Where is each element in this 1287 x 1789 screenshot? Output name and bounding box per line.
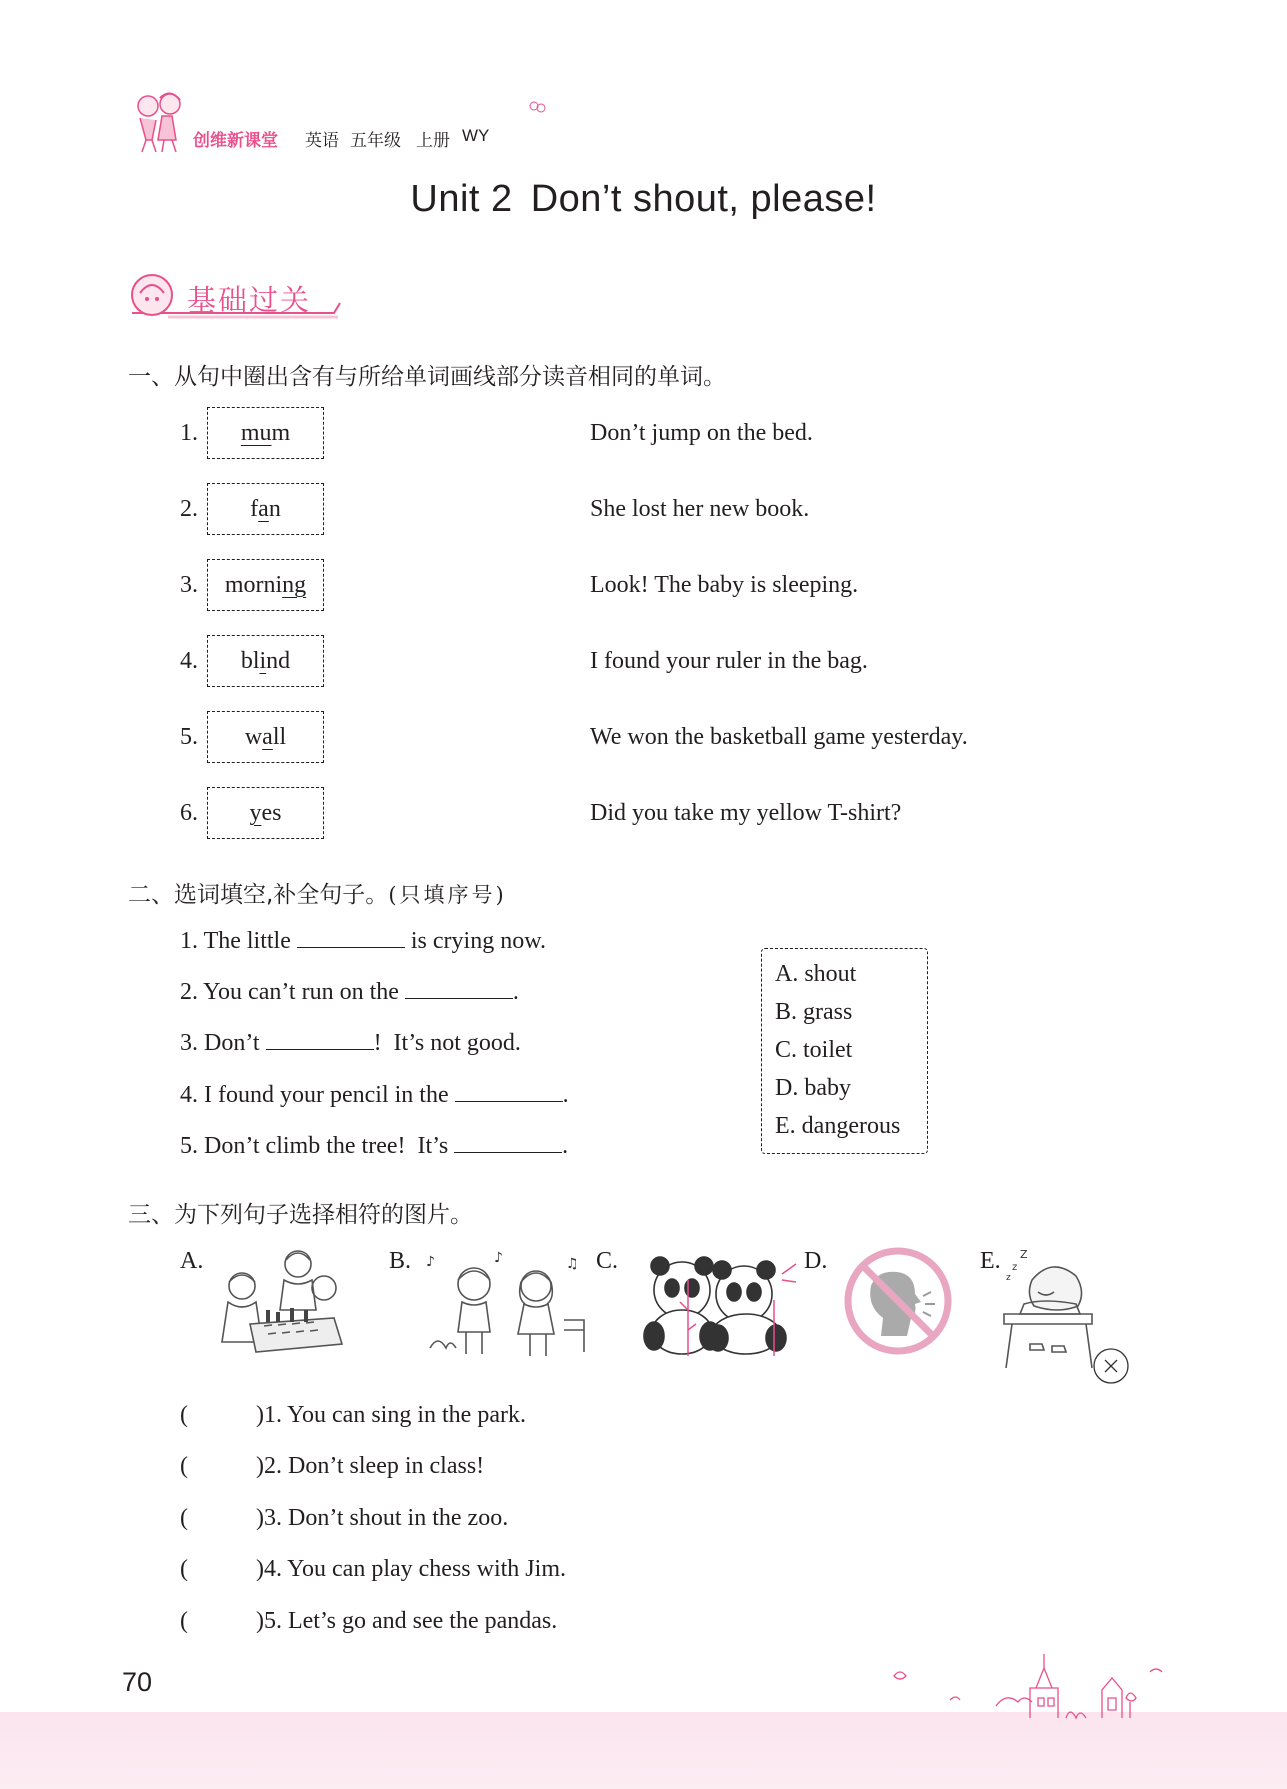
sentence-before-blank: 5. Don’t climb the tree! It’s [180,1133,455,1159]
picture-label-e: E. [980,1248,1001,1274]
item-sentence[interactable]: Don’t jump on the bed. [590,420,813,446]
word-part-pre: f [250,495,259,522]
word-box [207,407,324,459]
word-box [207,787,324,839]
header-grade: 五年级 [350,131,401,151]
match-sentence-text: )1. You can sing in the park. [256,1402,526,1428]
sentence-after-blank: is crying now. [404,928,546,954]
header-subject: 英语 [305,131,339,151]
word-box [207,483,324,535]
unit-number: Unit 2 [410,178,513,220]
match-sentence [180,1608,557,1635]
answer-blank[interactable] [454,1131,562,1153]
word-part-underlined: a [258,495,269,522]
word-option: E. dangerous [775,1113,901,1139]
sentence-after-blank: ! It’s not good. [373,1030,521,1056]
answer-paren-open[interactable]: ( [180,1402,188,1428]
footer-band [0,1712,1287,1789]
match-sentence [180,1556,566,1583]
picture-label-b: B. [389,1248,412,1274]
part2-heading-text: 二、选词填空,补全句子。 [128,882,389,908]
word-option: C. toilet [775,1037,853,1063]
match-sentence [180,1402,526,1429]
answer-blank[interactable] [455,1080,563,1102]
word-part-post: n [268,495,281,522]
fill-sentence [180,926,546,955]
sentence-after-blank: . [562,1133,569,1159]
word-part-underlined: i [259,647,267,674]
header-brand: 创维新课堂 [193,131,278,151]
word-part-pre: morni [224,571,283,598]
page-number: 70 [122,1667,153,1697]
word-part-underlined: a [262,723,273,750]
word-option: D. baby [775,1075,851,1101]
svg-text:z: z [1012,1262,1018,1273]
match-sentence [180,1453,484,1480]
match-sentence-text: )4. You can play chess with Jim. [256,1556,566,1582]
part2-heading-note: (只填序号) [388,883,507,907]
word-part-post: es [261,799,282,826]
item-number: 3. [180,572,198,598]
close-circle-icon [1091,1346,1131,1386]
item-number: 1. [180,420,198,446]
sentence-before-blank: 3. Don’t [180,1030,266,1056]
header-volume: 上册 [416,131,450,151]
answer-blank[interactable] [266,1028,374,1050]
word-part-underlined: y [249,799,262,826]
match-sentence-text: )3. Don’t shout in the zoo. [256,1505,509,1531]
part2-heading [128,876,507,909]
match-sentence-text: )5. Let’s go and see the pandas. [256,1608,558,1634]
picture-e-sleeping-girl [1002,1244,1098,1372]
fill-sentence [180,1028,521,1057]
fill-sentence [180,977,519,1006]
picture-a-chess-kids [214,1246,348,1366]
word-options-box [761,948,928,1154]
svg-text:♫: ♫ [566,1256,579,1272]
item-sentence[interactable]: I found your ruler in the bag. [590,648,868,674]
item-number: 2. [180,496,198,522]
unit-name: Don’t shout, please! [530,178,877,220]
picture-label-c: C. [596,1248,619,1274]
svg-text:♪: ♪ [494,1250,503,1266]
item-sentence[interactable]: Look! The baby is sleeping. [590,572,859,598]
unit-title [0,178,1287,221]
part1-heading: 一、从句中圈出含有与所给单词画线部分读音相同的单词。 [128,364,726,390]
word-part-underlined: mu [240,419,272,446]
sentence-before-blank: 4. I found your pencil in the [180,1082,455,1108]
answer-paren-open[interactable]: ( [180,1453,188,1479]
part3-heading: 三、为下列句子选择相符的图片。 [128,1202,473,1228]
picture-c-pandas [632,1250,798,1358]
word-option: A. shout [775,961,857,987]
answer-paren-open[interactable]: ( [180,1608,188,1634]
header-kids-illustration [128,88,190,156]
picture-label-a: A. [180,1248,204,1274]
svg-text:z: z [1006,1273,1011,1283]
answer-blank[interactable] [405,977,513,999]
word-box [207,711,324,763]
header-edition: WY [462,126,490,145]
answer-paren-open[interactable]: ( [180,1505,188,1531]
item-number: 4. [180,648,198,674]
item-sentence[interactable]: We won the basketball game yesterday. [590,724,968,750]
fill-sentence [180,1080,569,1109]
picture-label-d: D. [804,1248,828,1274]
answer-blank[interactable] [297,926,405,948]
svg-text:Z: Z [1020,1248,1028,1261]
word-part-post: nd [266,647,291,674]
picture-d-no-shouting-sign [843,1246,953,1356]
item-number: 5. [180,724,198,750]
word-part-underlined: ng [282,571,307,598]
word-part-pre: bl [240,647,260,674]
word-box [207,635,324,687]
answer-paren-open[interactable]: ( [180,1556,188,1582]
header-flower-icon [528,98,548,116]
sentence-after-blank: . [562,1082,569,1108]
match-sentence [180,1505,508,1532]
item-sentence[interactable]: She lost her new book. [590,496,810,522]
footer-castle-illustration [880,1648,1170,1720]
sentence-before-blank: 1. The little [180,928,297,954]
sentence-after-blank: . [512,979,519,1005]
item-number: 6. [180,800,198,826]
fill-sentence [180,1131,568,1160]
word-part-pre: w [244,723,263,750]
item-sentence[interactable]: Did you take my yellow T-shirt? [590,800,902,826]
match-sentence-text: )2. Don’t sleep in class! [256,1453,485,1479]
picture-b-singing-kids [424,1250,588,1366]
word-option: B. grass [775,999,853,1025]
basics-banner-text: 基础过关 [187,283,312,317]
word-part-post: m [271,419,291,446]
word-box [207,559,324,611]
sentence-before-blank: 2. You can’t run on the [180,979,405,1005]
svg-text:♪: ♪ [426,1254,435,1270]
word-part-post: ll [272,723,287,750]
